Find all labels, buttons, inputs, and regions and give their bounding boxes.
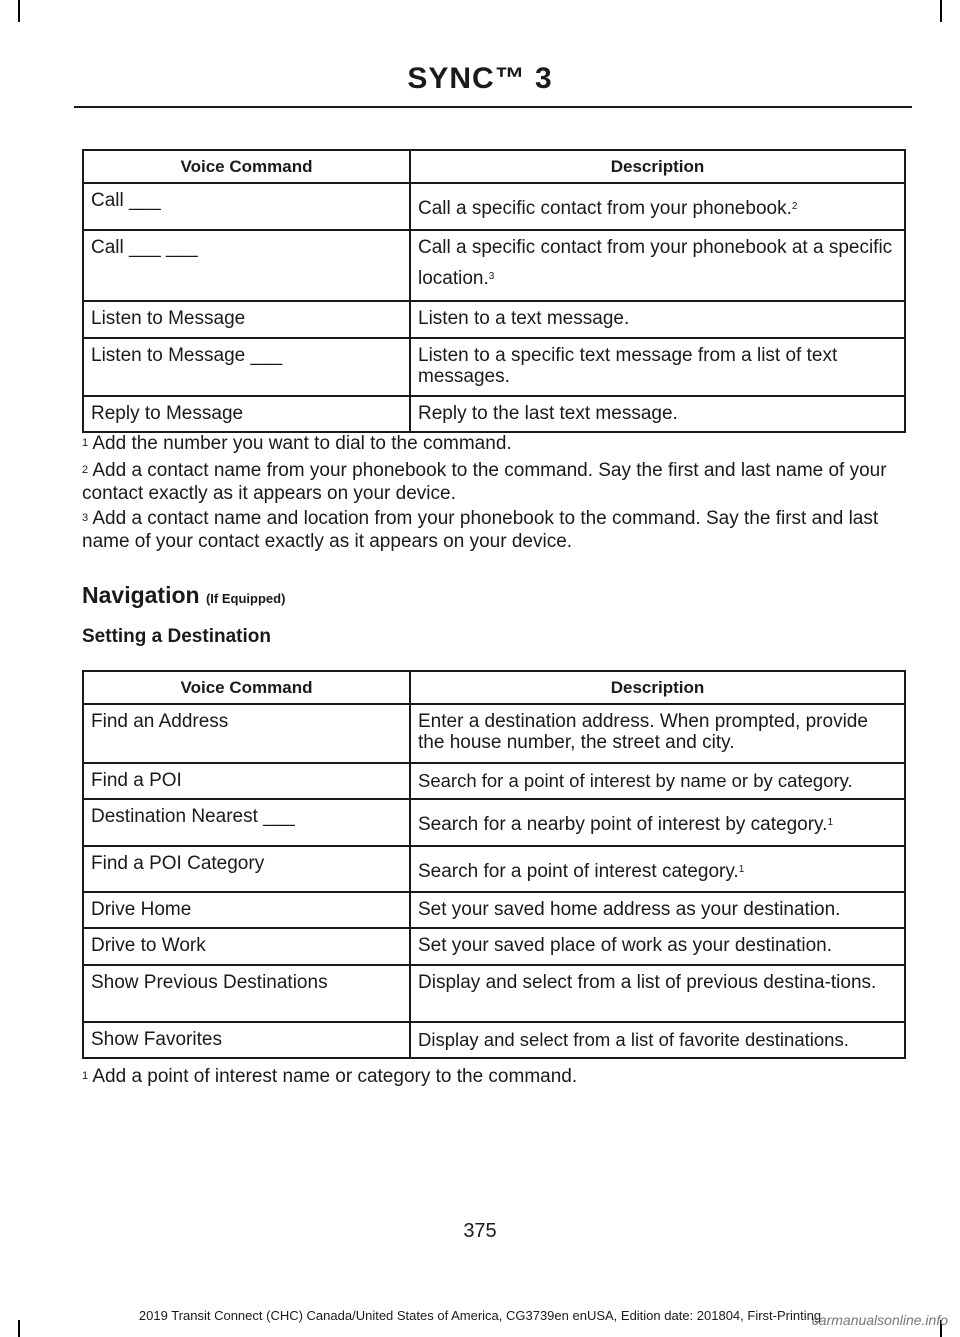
table-header-row — [83, 150, 905, 183]
description-cell: Call a specific contact from your phonebook at a specific location.$^3$ — [410, 230, 905, 301]
table-row — [83, 1022, 905, 1058]
command-cell: Show Previous Destinations — [83, 965, 410, 1022]
footnote-nav-1: $^1$ Add a point of interest name or category to the command. — [82, 1066, 578, 1087]
command-cell: Call ___ — [83, 183, 410, 230]
footnote-ref: 1 — [738, 864, 745, 875]
header-divider — [74, 106, 912, 108]
table-row — [83, 301, 905, 338]
description-cell: Set your saved home address as your destination. — [410, 892, 905, 928]
footnote-ref: 1 — [827, 817, 833, 828]
table-row — [83, 338, 905, 396]
subsection-heading-setting-destination: Setting a Destination — [82, 626, 271, 647]
table-row — [83, 230, 905, 301]
command-cell: Listen to Message ___ — [83, 338, 410, 396]
table-header-row — [83, 671, 905, 704]
command-cell: Drive to Work — [83, 928, 410, 965]
command-cell: Find an Address — [83, 704, 410, 763]
description-cell: Search for a point of interest by name or by category. — [410, 763, 905, 799]
command-cell: Reply to Message — [83, 396, 410, 432]
footnote-ref: 3 — [488, 271, 495, 282]
command-cell: Show Favorites — [83, 1022, 410, 1058]
table-row — [83, 965, 905, 1022]
command-cell: Call ___ ___ — [83, 230, 410, 301]
description-cell: Search for a nearby point of interest by category.$^1$ — [410, 799, 905, 846]
footnote-1: $^1$ Add the number you want to dial to the command. — [82, 433, 512, 454]
description-cell: Display and select from a list of favorite destinations. — [410, 1022, 905, 1058]
command-cell: Destination Nearest ___ — [83, 799, 410, 846]
description-cell: Call a specific contact from your phonebook.$^2$ — [410, 183, 905, 230]
table-row — [83, 704, 905, 763]
table-row — [83, 799, 905, 846]
footnote-2: $^2$ Add a contact name from your phonebook to the command. Say the first and last name of your contact exactly as it appears on your device. — [82, 460, 887, 504]
command-cell: Find a POI — [83, 763, 410, 799]
description-cell: Search for a point of interest category.$^1$ — [410, 846, 905, 892]
description-cell: Display and select from a list of previous destina-tions. — [410, 965, 905, 1022]
if-equipped-note: (If Equipped) — [205, 591, 286, 606]
column-header-description: Description — [410, 671, 905, 704]
crop-mark-top-right — [940, 0, 942, 22]
description-cell: Enter a destination address. When prompted, provide the house number, the street and city. — [410, 704, 905, 763]
crop-mark-top-left — [18, 0, 20, 22]
command-cell: Listen to Message — [83, 301, 410, 338]
table-row — [83, 763, 905, 799]
footnote-ref: 2 — [791, 201, 798, 212]
command-cell: Drive Home — [83, 892, 410, 928]
description-cell: Listen to a specific text message from a list of text messages. — [410, 338, 905, 396]
page-header-title: SYNC™ 3 — [407, 62, 553, 95]
table-row — [83, 183, 905, 230]
description-cell: Listen to a text message. — [410, 301, 905, 338]
column-header-voice-command: Voice Command — [83, 671, 410, 704]
table-row — [83, 396, 905, 432]
description-cell: Set your saved place of work as your destination. — [410, 928, 905, 965]
watermark: carmanualsonline.info — [811, 1312, 948, 1328]
edition-footer: 2019 Transit Connect (CHC) Canada/United States of America, CG3739en enUSA, Edition date: 201804, First-Printing — [138, 1308, 822, 1323]
table-row — [83, 892, 905, 928]
voice-command-table-navigation — [82, 670, 906, 1059]
command-cell: Find a POI Category — [83, 846, 410, 892]
footnote-3: $^3$ Add a contact name and location from your phonebook to the command. Say the first and last name of your contact exactly as it appears on your device. — [82, 508, 879, 552]
column-header-voice-command: Voice Command — [83, 150, 410, 183]
section-heading-navigation: Navigation (If Equipped) — [82, 582, 286, 608]
column-header-description: Description — [410, 150, 905, 183]
voice-command-table-phone — [82, 149, 906, 433]
page-number: 375 — [463, 1220, 497, 1242]
description-cell: Reply to the last text message. — [410, 396, 905, 432]
table-row — [83, 928, 905, 965]
table-row — [83, 846, 905, 892]
